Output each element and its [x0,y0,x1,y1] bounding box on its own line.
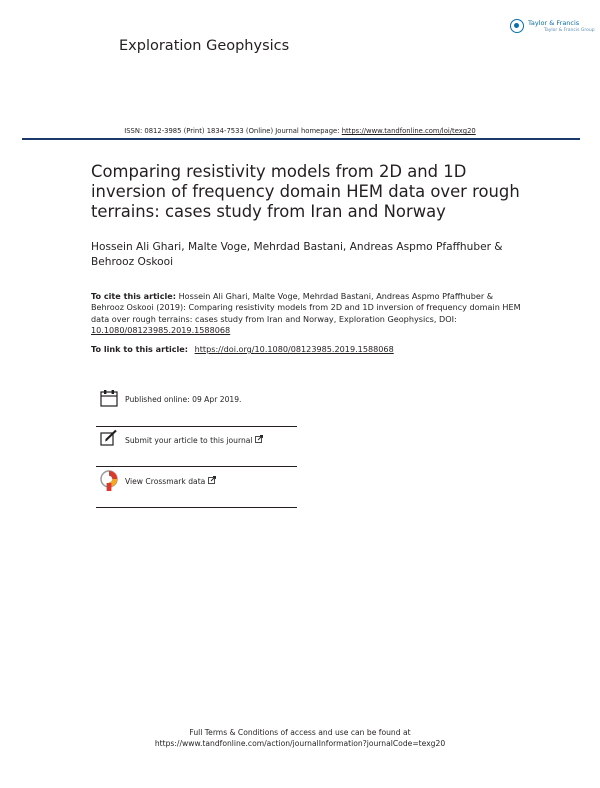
crossmark-icon [100,470,118,496]
crossmark-link[interactable] [125,476,216,486]
crossmark-row[interactable] [96,470,297,508]
citation-block [91,291,521,336]
external-link-icon [208,476,216,484]
row-divider [96,426,297,427]
article-authors: Hossein Ali Ghari, Malte Voge, Mehrdad Bastani, Andreas Aspmo Pfaffhuber & Behrooz Oskooi [91,241,503,268]
publisher-logo-icon [510,19,524,33]
journal-title: Exploration Geophysics [119,38,290,54]
publisher-logo-sub: Taylor & Francis Group [544,28,595,33]
edit-icon [100,429,118,451]
citation-text: Hossein Ali Ghari, Malte Voge, Mehrdad Bastani, Andreas Aspmo Pfaffhuber & Behrooz Oskooi (2019): Comparing resistivity models from 2D and 1D inversion of frequency domain HEM data over rough terrains: cases study from Iran and Norway, Exploration Geophysics, DOI: [91,291,521,324]
footer [0,727,600,749]
submit-article-row[interactable] [96,429,297,467]
row-divider [96,466,297,467]
calendar-icon [100,389,118,411]
submit-article-label: Submit your article to this journal [125,436,253,445]
footer-terms-link[interactable]: https://www.tandfonline.com/action/journalInformation?journalCode=texg20 [154,739,446,748]
article-link-label: To link to this article: [91,344,189,354]
journal-homepage-link[interactable]: https://www.tandfonline.com/loi/texg20 [341,127,476,135]
row-divider [96,507,297,508]
publisher-logo-name: Taylor & Francis [528,19,580,27]
published-date-text: Published online: 09 Apr 2019. [125,395,242,404]
issn-text: ISSN: 0812-3985 (Print) 1834-7533 (Online) Journal homepage: [124,127,340,135]
header-divider [22,138,580,140]
published-row [96,389,297,427]
citation-label: To cite this article: [91,291,177,301]
footer-terms-text: Full Terms & Conditions of access and use can be found at [189,728,411,737]
article-doi-link[interactable]: https://doi.org/10.1080/08123985.2019.1588068 [194,344,394,354]
external-link-icon [255,435,263,443]
submit-article-link[interactable] [125,435,263,445]
article-title: Comparing resistivity models from 2D and 1D inversion of frequency domain HEM data over rough terrains: cases study from Iran and Norway [91,162,520,221]
citation-doi-link[interactable]: 10.1080/08123985.2019.1588068 [91,324,231,335]
issn-line [0,127,600,135]
publisher-logo[interactable] [510,18,595,38]
crossmark-label: View Crossmark data [125,477,206,486]
article-link-line [91,344,394,354]
